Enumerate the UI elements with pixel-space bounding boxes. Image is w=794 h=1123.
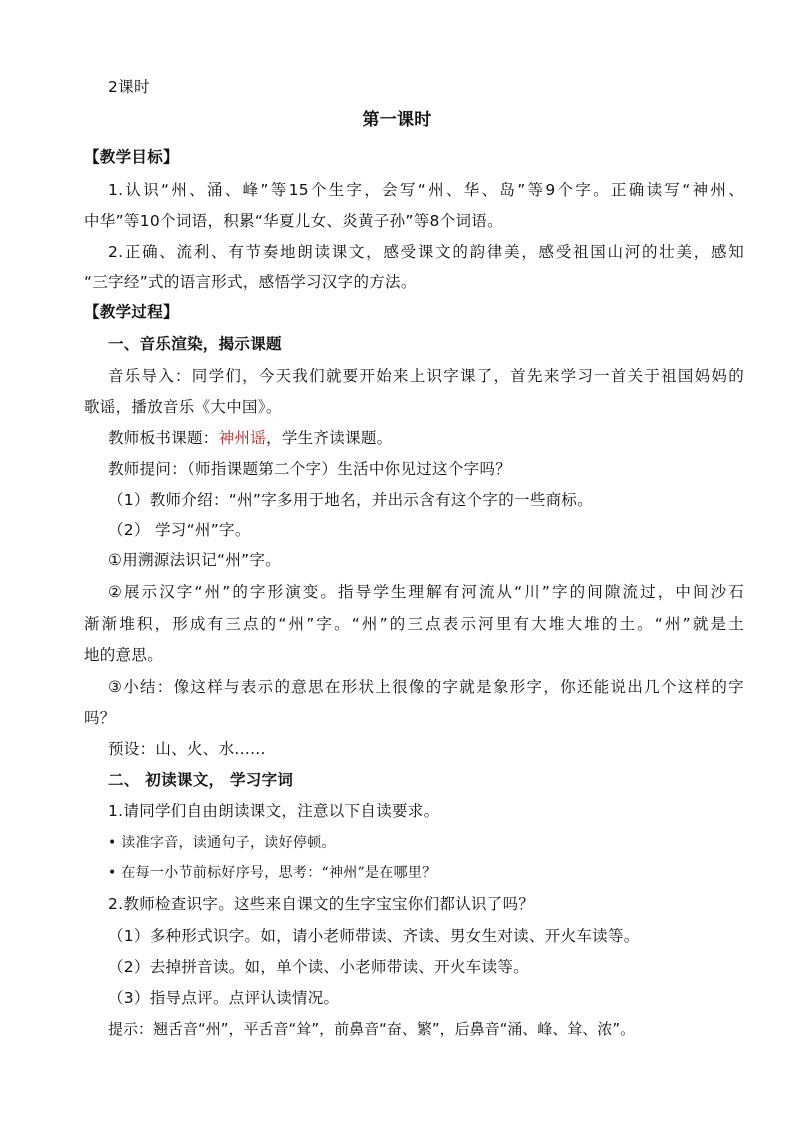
reading-requirement-1: • 读准字音，读通句子，读好停顿。 [108, 835, 336, 851]
step-1: （1）教师介绍：“州”字多用于地名，并出示含有这个字的一些商标。 [108, 491, 594, 509]
lesson-title: 第一课时 [362, 110, 432, 130]
reading-item-2: 2.教师检查识字。这些来自课文的生字宝宝你们都认识了吗？ [108, 895, 535, 913]
sub-step-2-line-3: 地的意思。 [84, 646, 164, 664]
reading-requirement-2: • 在每一小节前标好序号，思考：“神州”是在哪里？ [108, 865, 437, 881]
goal-item-1-line-2: 中华”等10个词语，积累“华夏儿女、炎黄子孙”等8个词语。 [84, 212, 503, 230]
step-2: （2） 学习“州”字。 [108, 521, 251, 539]
board-title-line [108, 428, 744, 448]
reading-item-1: 1.请同学们自由朗读课文，注意以下自读要求。 [108, 802, 440, 820]
section-2-heading: 二、 初读课文， 学习字词 [108, 771, 294, 789]
sub-step-2-line-1: ②展示汉字“州”的字形演变。指导学生理解有河流从“川”字的间隙流过，中间沙石 [108, 583, 744, 601]
teacher-question: 教师提问：（师指课题第二个字）生活中你见过这个字吗？ [108, 460, 512, 478]
period-count: 2课时 [108, 78, 150, 96]
music-intro-line-1: 音乐导入：同学们，今天我们就要开始来上识字课了，首先来学习一首关于祖国妈妈的 [108, 367, 744, 385]
board-suffix: ，学生齐读课题。 [266, 429, 393, 447]
goals-heading: 【教学目标】 [84, 148, 179, 166]
check-sub-3: （3）指导点评。点评认读情况。 [108, 989, 340, 1007]
sub-step-1: ①用溯源法识记“州”字。 [108, 551, 282, 569]
check-sub-2: （2）去掉拼音读。如，单个读、小老师带读、开火车读等。 [108, 958, 529, 976]
sub-step-3-line-1: ③小结：像这样与表示的意思在形状上很像的字就是象形字，你还能说出几个这样的字 [108, 678, 744, 696]
music-intro-line-2: 歌谣，播放音乐《大中国》。 [84, 398, 282, 416]
board-prefix: 教师板书课题： [108, 429, 219, 447]
sub-step-3-line-2: 吗？ [84, 709, 116, 727]
section-1-heading: 一、音乐渲染，揭示课题 [108, 335, 282, 353]
goal-item-1-line-1: 1.认识“州、涌、峰”等15个生字，会写“州、华、岛”等9个字。正确读写“神州、 [108, 181, 744, 199]
sub-step-2-line-2: 渐渐堆积，形成有三点的“州”字。“州”的三点表示河里有大堆大堆的土。“州”就是土 [84, 615, 744, 633]
goal-item-2-line-1: 2.正确、流利、有节奏地朗读课文，感受课文的韵律美，感受祖国山河的壮美，感知 [108, 243, 744, 261]
process-heading: 【教学过程】 [84, 303, 179, 321]
goal-item-2-line-2: “三字经”式的语言形式，感悟学习汉字的方法。 [84, 273, 417, 291]
check-sub-1: （1）多种形式识字。如，请小老师带读、齐读、男女生对读、开火车读等。 [108, 927, 640, 945]
preset-answer: 预设：山、火、水...... [108, 740, 266, 758]
board-lesson-title: 神州谣 [218, 429, 267, 447]
pronunciation-tip: 提示：翘舌音“州”，平舌音“耸”，前鼻音“奋、繁”，后鼻音“涌、峰、耸、浓”。 [108, 1020, 636, 1038]
